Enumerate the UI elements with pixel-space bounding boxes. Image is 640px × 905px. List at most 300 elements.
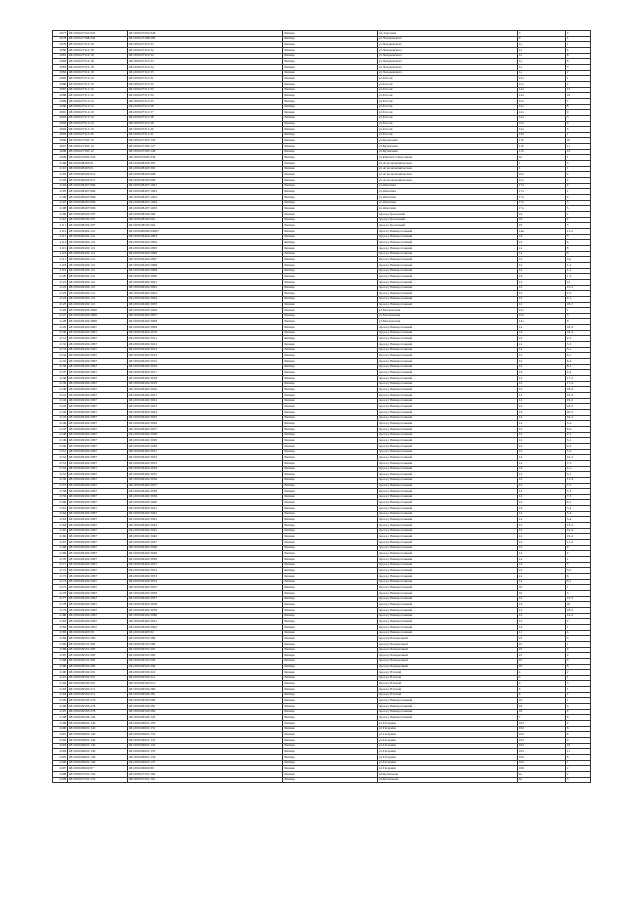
street-cell: ул.Опытная: [378, 200, 518, 206]
city-cell: Липецк: [283, 494, 378, 500]
room-cadastral-number-cell: 48:20:0028403:301: [128, 161, 283, 167]
house-cell: 14: [518, 268, 566, 274]
apartment-cell: 5: [566, 562, 591, 568]
cadastral-number-cell: 48:20:0029502:271: [68, 692, 128, 698]
row-number-cell: 2177: [53, 596, 68, 602]
row-number-cell: 2162: [53, 511, 68, 517]
apartment-cell: 1: [566, 36, 591, 42]
room-cadastral-number-cell: 48:20:0029402:3016: [128, 364, 283, 370]
row-number-cell: 2164: [53, 523, 68, 529]
row-number-cell: 2105: [53, 189, 68, 195]
cadastral-number-cell: 48:20:0029602:87: [68, 766, 128, 772]
room-cadastral-number-cell: 48:20:0029402:3021: [128, 393, 283, 399]
cadastral-number-cell: 48:20:0029502:201: [68, 675, 128, 681]
street-cell: проезд Универсальный: [378, 364, 518, 370]
city-cell: Липецк: [283, 749, 378, 755]
city-cell: Липецк: [283, 115, 378, 121]
city-cell: Липецк: [283, 743, 378, 749]
apartment-cell: 2: [566, 183, 591, 189]
room-cadastral-number-cell: 48:20:0029402:3004: [128, 296, 283, 302]
street-cell: проезд Универсальный: [378, 262, 518, 268]
street-cell: проезд Поперечный: [378, 647, 518, 653]
house-cell: 102: [518, 760, 566, 766]
house-cell: 17а: [518, 195, 566, 201]
cadastral-number-cell: 48:20:0028502:207: [68, 217, 128, 223]
house-cell: 106: [518, 766, 566, 772]
apartment-cell: 1-3: [566, 274, 591, 280]
room-cadastral-number-cell: 48:20:0029402:3061: [128, 619, 283, 625]
cadastral-number-cell: 48:20:0029402:2997: [68, 517, 128, 523]
cadastral-number-cell: 48:20:0029402:2806: [68, 313, 128, 319]
cadastral-number-cell: 48:20:0029402:2997: [68, 336, 128, 342]
house-cell: 14: [518, 342, 566, 348]
apartment-cell: 4: [566, 195, 591, 201]
cadastral-number-cell: 48:20:0027305:12: [68, 138, 128, 144]
apartment-cell: 5-4: [566, 517, 591, 523]
row-number-cell: 2160: [53, 500, 68, 506]
cadastral-number-cell: 48:20:0027311:19: [68, 98, 128, 104]
room-cadastral-number-cell: 48:20:0029601:155: [128, 749, 283, 755]
room-cadastral-number-cell: 48:20:0027501:161: [128, 777, 283, 783]
street-cell: ул.Гагарина: [378, 766, 518, 772]
room-cadastral-number-cell: 48:20:0029402:3043: [128, 517, 283, 523]
cadastral-number-cell: 48:20:0027305:12: [68, 144, 128, 150]
row-number-cell: 2103: [53, 178, 68, 184]
street-cell: проезд Тресковый: [378, 217, 518, 223]
cadastral-number-cell: 48:20:0029402:2997: [68, 370, 128, 376]
city-cell: Липецк: [283, 144, 378, 150]
city-cell: Липецк: [283, 613, 378, 619]
cadastral-number-cell: 48:20:0029402:2997: [68, 415, 128, 421]
city-cell: Липецк: [283, 381, 378, 387]
street-cell: проезд Поперечный: [378, 636, 518, 642]
cadastral-number-cell: 48:20:0028502:207: [68, 212, 128, 218]
room-cadastral-number-cell: 48:20:0029402:3001: [128, 279, 283, 285]
cadastral-number-cell: 48:20:0029601:140: [68, 755, 128, 761]
apartment-cell: 10: [566, 743, 591, 749]
house-cell: 14: [518, 551, 566, 557]
cadastral-number-cell: 48:20:0029601:140: [68, 732, 128, 738]
apartment-cell: 1: [566, 624, 591, 630]
cadastral-number-cell: 48:20:0029402:2997: [68, 376, 128, 382]
apartment-cell: 2: [566, 766, 591, 772]
city-cell: Липецк: [283, 81, 378, 87]
row-number-cell: 2086: [53, 81, 68, 87]
city-cell: Липецк: [283, 87, 378, 93]
cadastral-number-cell: 48:20:0029502:271: [68, 687, 128, 693]
city-cell: Липецк: [283, 438, 378, 444]
room-cadastral-number-cell: 48:20:0029402:3047: [128, 540, 283, 546]
city-cell: Липецк: [283, 404, 378, 410]
cadastral-number-cell: 48:20:0029503:278: [68, 709, 128, 715]
row-number-cell: 2122: [53, 285, 68, 291]
house-cell: 14: [518, 517, 566, 523]
cadastral-number-cell: 48:20:0029601:140: [68, 738, 128, 744]
street-cell: ул.Опытная: [378, 206, 518, 212]
house-cell: 11б: [518, 149, 566, 155]
city-cell: Липецк: [283, 489, 378, 495]
house-cell: 1: [518, 161, 566, 167]
city-cell: Липецк: [283, 149, 378, 155]
apartment-cell: 11-4: [566, 540, 591, 546]
city-cell: Липецк: [283, 704, 378, 710]
row-number-cell: 2200: [53, 726, 68, 732]
row-number-cell: 2102: [53, 172, 68, 178]
row-number-cell: 2183: [53, 630, 68, 636]
apartment-cell: 3: [566, 200, 591, 206]
street-cell: проезд Универсальный: [378, 268, 518, 274]
cadastral-number-cell: 48:20:0028407:996: [68, 200, 128, 206]
cadastral-number-cell: 48:20:0029402:2997: [68, 409, 128, 415]
room-cadastral-number-cell: 48:20:0029402:3008: [128, 319, 283, 325]
city-cell: Липецк: [283, 53, 378, 59]
house-cell: 10а: [518, 172, 566, 178]
house-cell: 14: [518, 466, 566, 472]
cadastral-number-cell: 48:20:0029402:121: [68, 285, 128, 291]
house-cell: 19: [518, 212, 566, 218]
street-cell: ул.Гагарина: [378, 749, 518, 755]
street-cell: проезд Универсальный: [378, 302, 518, 308]
cadastral-number-cell: 48:20:0029601:140: [68, 760, 128, 766]
room-cadastral-number-cell: 48:20:0029402:3042: [128, 511, 283, 517]
room-cadastral-number-cell: 48:20:0029402:3030: [128, 443, 283, 449]
house-cell: 17а: [518, 183, 566, 189]
cadastral-number-cell: 48:20:0029402:2997: [68, 500, 128, 506]
room-cadastral-number-cell: 48:20:0029501:293: [128, 658, 283, 664]
room-cadastral-number-cell: 48:20:0029402:3054: [128, 579, 283, 585]
room-cadastral-number-cell: 48:20:0029402:3026: [128, 421, 283, 427]
apartment-cell: 5: [566, 127, 591, 133]
house-cell: 12а: [518, 308, 566, 314]
city-cell: Липецк: [283, 574, 378, 580]
house-cell: 4а: [518, 777, 566, 783]
city-cell: Липецк: [283, 449, 378, 455]
cadastral-number-cell: 48:20:0029402:121: [68, 268, 128, 274]
apartment-cell: 18-3: [566, 607, 591, 613]
city-cell: Липецк: [283, 330, 378, 336]
house-cell: 14: [518, 624, 566, 630]
apartment-cell: 17-2: [566, 376, 591, 382]
apartment-cell: 2: [566, 670, 591, 676]
street-cell: ул.Гоголя: [378, 127, 518, 133]
house-cell: 14: [518, 336, 566, 342]
room-cadastral-number-cell: 48:20:0029402:3027: [128, 426, 283, 432]
house-cell: 4: [518, 675, 566, 681]
apartment-cell: 1м: [566, 257, 591, 263]
room-cadastral-number-cell: 48:20:0029502:280: [128, 687, 283, 693]
row-number-cell: 2089: [53, 98, 68, 104]
row-number-cell: 2121: [53, 279, 68, 285]
cadastral-number-cell: 48:20:0027308:204: [68, 36, 128, 42]
row-number-cell: 2137: [53, 370, 68, 376]
row-number-cell: 2097: [53, 144, 68, 150]
cadastral-number-cell: 48:20:0027311:19: [68, 81, 128, 87]
city-cell: Липецк: [283, 319, 378, 325]
apartment-cell: 9: [566, 110, 591, 116]
street-cell: ул.Чаадаевского: [378, 53, 518, 59]
house-cell: 14: [518, 325, 566, 331]
street-cell: проезд Универсальный: [378, 562, 518, 568]
apartment-cell: 12: [566, 87, 591, 93]
city-cell: Липецк: [283, 121, 378, 127]
street-cell: проезд Универсальный: [378, 698, 518, 704]
house-cell: 12а: [518, 104, 566, 110]
house-cell: 14: [518, 460, 566, 466]
house-cell: 25: [518, 647, 566, 653]
street-cell: ул.Римского-Корсакова: [378, 155, 518, 161]
row-number-cell: 2201: [53, 732, 68, 738]
apartment-cell: 1: [566, 212, 591, 218]
apartment-cell: 5-2: [566, 449, 591, 455]
row-number-cell: 2140: [53, 387, 68, 393]
house-cell: 12б: [518, 132, 566, 138]
city-cell: Липецк: [283, 585, 378, 591]
room-cadastral-number-cell: 48:20:0029402:3041: [128, 506, 283, 512]
house-cell: 17а: [518, 200, 566, 206]
street-cell: проезд Угловой: [378, 681, 518, 687]
cadastral-number-cell: 48:20:0027501:154: [68, 771, 128, 777]
cadastral-number-cell: 48:20:0028403:914: [68, 172, 128, 178]
house-cell: 14: [518, 398, 566, 404]
row-number-cell: 2206: [53, 760, 68, 766]
apartment-cell: 6: [566, 121, 591, 127]
street-cell: проезд Поперечный: [378, 664, 518, 670]
room-cadastral-number-cell: 48:20:0027305:127: [128, 144, 283, 150]
row-number-cell: 2174: [53, 579, 68, 585]
cadastral-number-cell: 48:20:0029402:2997: [68, 534, 128, 540]
house-cell: 25: [518, 658, 566, 664]
house-cell: 10: [518, 590, 566, 596]
table-body: [53, 31, 591, 783]
house-cell: 102: [518, 732, 566, 738]
street-cell: проезд Универсальный: [378, 404, 518, 410]
room-cadastral-number-cell: 48:20:0029402:3019: [128, 381, 283, 387]
room-cadastral-number-cell: 48:20:0027311:34: [128, 93, 283, 99]
city-cell: Липецк: [283, 376, 378, 382]
cadastral-number-cell: 48:20:0029402:2997: [68, 619, 128, 625]
apartment-cell: 5-1: [566, 472, 591, 478]
apartment-cell: 4: [566, 647, 591, 653]
apartment-cell: 12: [566, 279, 591, 285]
apartment-cell: 18-4: [566, 387, 591, 393]
city-cell: Липецк: [283, 579, 378, 585]
row-number-cell: 2115: [53, 245, 68, 251]
room-cadastral-number-cell: 48:20:0027311:39: [128, 121, 283, 127]
street-cell: проезд Универсальный: [378, 279, 518, 285]
house-cell: 12а: [518, 313, 566, 319]
room-cadastral-number-cell: 48:20:0029601:150: [128, 721, 283, 727]
cadastral-number-cell: 48:20:0029402:2997: [68, 624, 128, 630]
cadastral-number-cell: 48:20:0029402:2997: [68, 466, 128, 472]
city-cell: Липецк: [283, 692, 378, 698]
street-cell: проезд Универсальный: [378, 387, 518, 393]
row-number-cell: 2082: [53, 59, 68, 65]
city-cell: Липецк: [283, 132, 378, 138]
apartment-cell: 3: [566, 115, 591, 121]
cadastral-number-cell: 48:20:0029402:2997: [68, 506, 128, 512]
house-cell: 102: [518, 721, 566, 727]
street-cell: ул.Агроэкономическая: [378, 172, 518, 178]
street-cell: проезд Поперечный: [378, 658, 518, 664]
room-cadastral-number-cell: 48:20:0029402:3002: [128, 285, 283, 291]
street-cell: ул.Московская: [378, 319, 518, 325]
room-cadastral-number-cell: 48:20:0029601:151: [128, 726, 283, 732]
room-cadastral-number-cell: 48:20:0029402:3045: [128, 528, 283, 534]
cadastral-number-cell: 48:20:0029501:283: [68, 658, 128, 664]
house-cell: 14: [518, 330, 566, 336]
cadastral-number-cell: 48:20:0029402:2997: [68, 483, 128, 489]
room-cadastral-number-cell: 48:20:0028403:302: [128, 166, 283, 172]
street-cell: проезд Универсальный: [378, 506, 518, 512]
row-number-cell: 2182: [53, 624, 68, 630]
row-number-cell: 2129: [53, 325, 68, 331]
city-cell: Липецк: [283, 415, 378, 421]
house-cell: 25: [518, 641, 566, 647]
street-cell: проезд Угловой: [378, 687, 518, 693]
house-cell: 14: [518, 534, 566, 540]
row-number-cell: 2108: [53, 206, 68, 212]
city-cell: Липецк: [283, 195, 378, 201]
house-cell: 14: [518, 449, 566, 455]
cadastral-number-cell: 48:20:0028407:996: [68, 183, 128, 189]
city-cell: Липецк: [283, 483, 378, 489]
apartment-cell: 1: [566, 76, 591, 82]
street-cell: проезд Универсальный: [378, 466, 518, 472]
cadastral-number-cell: 48:20:0029402:2997: [68, 568, 128, 574]
street-cell: проезд Универсальный: [378, 494, 518, 500]
street-cell: проезд Универсальный: [378, 489, 518, 495]
city-cell: Липецк: [283, 223, 378, 229]
city-cell: Липецк: [283, 568, 378, 574]
row-number-cell: 2126: [53, 308, 68, 314]
street-cell: ул.Гоголя: [378, 115, 518, 121]
cadastral-number-cell: 48:20:0029601:140: [68, 749, 128, 755]
apartment-cell: 1: [566, 308, 591, 314]
house-cell: 14: [518, 506, 566, 512]
house-cell: 14: [518, 257, 566, 263]
city-cell: Липецк: [283, 755, 378, 761]
row-number-cell: 2132: [53, 342, 68, 348]
house-cell: 14: [518, 557, 566, 563]
city-cell: Липецк: [283, 619, 378, 625]
cadastral-table: [52, 30, 591, 783]
house-cell: 14: [518, 483, 566, 489]
row-number-cell: 2123: [53, 291, 68, 297]
house-cell: 102: [518, 738, 566, 744]
street-cell: проезд Универсальный: [378, 545, 518, 551]
city-cell: Липецк: [283, 636, 378, 642]
row-number-cell: 2165: [53, 528, 68, 534]
room-cadastral-number-cell: 48:20:0029402:3022: [128, 398, 283, 404]
room-cadastral-number-cell: 48:20:0029402:3044: [128, 523, 283, 529]
row-number-cell: 2184: [53, 636, 68, 642]
apartment-cell: 2: [566, 692, 591, 698]
city-cell: Липецк: [283, 477, 378, 483]
cadastral-number-cell: 48:20:0029402:2997: [68, 489, 128, 495]
house-cell: 14: [518, 562, 566, 568]
apartment-cell: 4: [566, 31, 591, 37]
room-cadastral-number-cell: 48:20:0027311:35: [128, 98, 283, 104]
house-cell: 14: [518, 347, 566, 353]
row-number-cell: 2119: [53, 268, 68, 274]
apartment-cell: 3-4: [566, 506, 591, 512]
cadastral-number-cell: 48:20:0029402:2997: [68, 494, 128, 500]
city-cell: Липецк: [283, 200, 378, 206]
room-cadastral-number-cell: 48:20:0029402:3018: [128, 376, 283, 382]
room-cadastral-number-cell: 48:20:0029402:3040: [128, 500, 283, 506]
row-number-cell: 2136: [53, 364, 68, 370]
house-cell: 19: [518, 217, 566, 223]
street-cell: проезд Универсальный: [378, 370, 518, 376]
house-cell: 14: [518, 251, 566, 257]
city-cell: Липецк: [283, 738, 378, 744]
city-cell: Липецк: [283, 359, 378, 365]
row-number-cell: 2173: [53, 574, 68, 580]
street-cell: проезд Универсальный: [378, 257, 518, 263]
city-cell: Липецк: [283, 42, 378, 48]
house-cell: 16: [518, 704, 566, 710]
cadastral-number-cell: 48:20:0027312:18: [68, 53, 128, 59]
apartment-cell: 4: [566, 721, 591, 727]
row-number-cell: 2120: [53, 274, 68, 280]
cadastral-number-cell: 48:20:0029402:2997: [68, 477, 128, 483]
cadastral-number-cell: 48:20:0029402:121: [68, 251, 128, 257]
room-cadastral-number-cell: 48:20:0028407:1005: [128, 206, 283, 212]
street-cell: проезд Универсальный: [378, 342, 518, 348]
house-cell: 14: [518, 353, 566, 359]
row-number-cell: 2145: [53, 415, 68, 421]
city-cell: Липецк: [283, 387, 378, 393]
apartment-cell: 11: [566, 749, 591, 755]
house-cell: 1а: [518, 42, 566, 48]
house-cell: 14: [518, 494, 566, 500]
room-cadastral-number-cell: 48:20:0029402:3014: [128, 353, 283, 359]
apartment-cell: 1: [566, 557, 591, 563]
house-cell: 14: [518, 568, 566, 574]
row-number-cell: 2147: [53, 426, 68, 432]
cadastral-number-cell: 48:20:0029402:2997: [68, 460, 128, 466]
row-number-cell: 2197: [53, 709, 68, 715]
house-cell: 102: [518, 749, 566, 755]
street-cell: проезд Универсальный: [378, 613, 518, 619]
house-cell: 25: [518, 653, 566, 659]
apartment-cell: 1-2: [566, 262, 591, 268]
cadastral-number-cell: 48:20:0029601:140: [68, 721, 128, 727]
row-number-cell: 2185: [53, 641, 68, 647]
house-cell: 16: [518, 709, 566, 715]
house-cell: 14: [518, 296, 566, 302]
city-cell: Липецк: [283, 206, 378, 212]
house-cell: 14: [518, 381, 566, 387]
cadastral-number-cell: 48:20:0029402:2997: [68, 596, 128, 602]
room-cadastral-number-cell: 48:20:0028407:1001: [128, 183, 283, 189]
cadastral-number-cell: 48:20:0029503:278: [68, 704, 128, 710]
apartment-cell: 7: [566, 98, 591, 104]
street-cell: ул.Гоголя: [378, 87, 518, 93]
street-cell: ул.Гагарина: [378, 760, 518, 766]
apartment-cell: 3-1: [566, 347, 591, 353]
apartment-cell: 1: [566, 166, 591, 172]
row-number-cell: 2189: [53, 664, 68, 670]
row-number-cell: 2191: [53, 675, 68, 681]
room-cadastral-number-cell: 48:20:0029601:154: [128, 743, 283, 749]
street-cell: ул.Гоголя: [378, 93, 518, 99]
city-cell: Липецк: [283, 370, 378, 376]
cadastral-number-cell: 48:20:0029402:2997: [68, 449, 128, 455]
row-number-cell: 2112: [53, 228, 68, 234]
city-cell: Липецк: [283, 285, 378, 291]
cadastral-number-cell: 48:20:0027311:19: [68, 93, 128, 99]
